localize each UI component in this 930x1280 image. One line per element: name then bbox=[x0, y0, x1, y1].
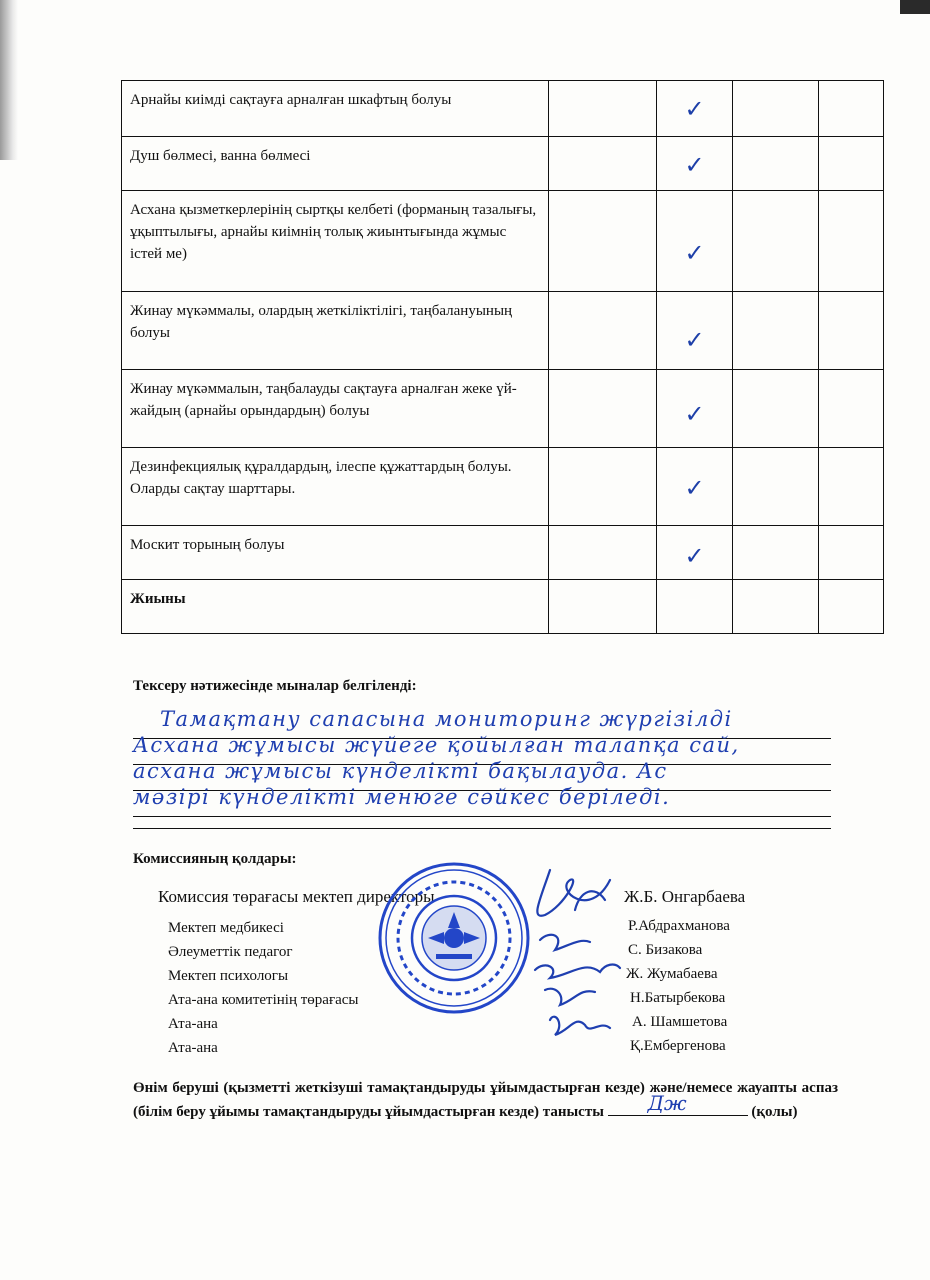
check-mark-icon: ✓ bbox=[684, 239, 705, 267]
member-name: Н.Батырбекова bbox=[630, 990, 726, 1006]
findings-heading: Тексеру нәтижесінде мыналар белгіленді: bbox=[133, 678, 417, 694]
empty-cell bbox=[733, 191, 819, 292]
handwritten-line: Асхана жұмысы жүйеге қойылған талапқа сай, bbox=[133, 733, 740, 757]
member-role: Мектеп медбикесі bbox=[168, 920, 284, 936]
member-role: Ата-ана комитетінің төрағасы bbox=[168, 992, 359, 1008]
chair-name: Ж.Б. Онгарбаева bbox=[624, 887, 746, 906]
official-stamp-icon bbox=[376, 860, 532, 1016]
row-label: Дезинфекциялық құралдардың, ілеспе құжаттардың болуы. Оларды сақтау шарттары. bbox=[122, 448, 549, 526]
empty-cell bbox=[819, 526, 884, 580]
empty-cell bbox=[549, 191, 657, 292]
member-name: С. Бизакова bbox=[628, 942, 703, 958]
table-row bbox=[122, 191, 884, 292]
empty-cell bbox=[549, 137, 657, 191]
table-row bbox=[122, 81, 884, 137]
table-total-row bbox=[122, 580, 884, 634]
row-label: Москит торының болуы bbox=[122, 526, 549, 580]
empty-cell bbox=[549, 81, 657, 137]
member-name: Қ.Ембергенова bbox=[630, 1038, 726, 1054]
chair-role: Комиссия төрағасы мектеп директоры bbox=[158, 887, 435, 906]
table-row bbox=[122, 137, 884, 191]
commission-heading: Комиссияның қолдары: bbox=[133, 851, 297, 867]
empty-cell bbox=[733, 526, 819, 580]
handwritten-line: асхана жұмысы күнделікті бақылауда. Ас bbox=[133, 759, 668, 783]
empty-cell bbox=[733, 81, 819, 137]
checklist-table bbox=[121, 80, 884, 634]
member-role: Ата-ана bbox=[168, 1016, 218, 1032]
empty-cell bbox=[819, 580, 884, 634]
empty-cell bbox=[733, 292, 819, 370]
member-role: Әлеуметтік педагог bbox=[168, 944, 293, 960]
check-mark-icon: ✓ bbox=[684, 326, 705, 354]
table-row bbox=[122, 448, 884, 526]
empty-cell bbox=[733, 137, 819, 191]
empty-cell bbox=[549, 526, 657, 580]
mark-cell bbox=[657, 370, 733, 448]
empty-cell bbox=[819, 292, 884, 370]
row-label: Жинау мүкәммалы, олардың жеткіліктілігі, таңбалануының болуы bbox=[122, 292, 549, 370]
mark-cell bbox=[657, 137, 733, 191]
empty-cell bbox=[733, 448, 819, 526]
mark-cell bbox=[657, 448, 733, 526]
member-name: А. Шамшетова bbox=[632, 1014, 728, 1030]
mark-cell bbox=[657, 81, 733, 137]
total-label: Жиыны bbox=[122, 580, 549, 634]
empty-cell bbox=[549, 580, 657, 634]
check-mark-icon: ✓ bbox=[684, 474, 705, 502]
empty-cell bbox=[819, 448, 884, 526]
member-role: Мектеп психологы bbox=[168, 968, 289, 984]
signature-line bbox=[608, 1091, 748, 1116]
check-mark-icon: ✓ bbox=[684, 151, 705, 179]
member-name: Р.Абдрахманова bbox=[628, 918, 730, 934]
footer-acknowledgement bbox=[133, 1076, 838, 1124]
empty-cell bbox=[819, 191, 884, 292]
mark-cell bbox=[657, 191, 733, 292]
empty-cell bbox=[819, 137, 884, 191]
check-mark-icon: ✓ bbox=[684, 95, 705, 123]
table-row bbox=[122, 292, 884, 370]
row-label: Асхана қызметкерлерінің сыртқы келбеті (форманың тазалығы, ұқыптылығы, арнайы киімнің толық жиынтығында жұмыс істей ме) bbox=[122, 191, 549, 292]
empty-cell bbox=[657, 580, 733, 634]
empty-cell bbox=[549, 448, 657, 526]
row-label: Арнайы киімді сақтауға арналған шкафтың болуы bbox=[122, 81, 549, 137]
underline bbox=[133, 828, 831, 829]
footer-signature: Дж bbox=[647, 1091, 687, 1115]
handwritten-line: Тамақтану сапасына мониторинг жүргізілді bbox=[160, 707, 733, 731]
footer-text: Өнім беруші (қызметті жеткізуші тамақтандыруды ұйымдастырған кезде) және/немесе жауапты аспаз (білім беру ұйымы тамақтандыруды ұйымдастырған кезде) танысты bbox=[133, 1080, 838, 1120]
empty-cell bbox=[819, 81, 884, 137]
footer-suffix: (қолы) bbox=[751, 1104, 798, 1120]
signature-scribbles-icon bbox=[520, 860, 630, 1060]
handwritten-line: мәзірі күнделікті менюге сәйкес беріледі. bbox=[133, 785, 671, 809]
empty-cell bbox=[733, 370, 819, 448]
scan-corner-mark bbox=[900, 0, 930, 14]
member-name: Ж. Жумабаева bbox=[626, 966, 718, 982]
member-role: Ата-ана bbox=[168, 1040, 218, 1056]
mark-cell bbox=[657, 526, 733, 580]
row-label: Душ бөлмесі, ванна бөлмесі bbox=[122, 137, 549, 191]
check-mark-icon: ✓ bbox=[684, 542, 705, 570]
empty-cell bbox=[819, 370, 884, 448]
underline bbox=[133, 816, 831, 817]
empty-cell bbox=[549, 370, 657, 448]
check-mark-icon: ✓ bbox=[684, 400, 705, 428]
empty-cell bbox=[733, 580, 819, 634]
row-label: Жинау мүкәммалын, таңбалауды сақтауға арналған жеке үй-жайдың (арнайы орындардың) болуы bbox=[122, 370, 549, 448]
table-row bbox=[122, 526, 884, 580]
scan-edge-shadow bbox=[0, 0, 18, 160]
table-row bbox=[122, 370, 884, 448]
mark-cell bbox=[657, 292, 733, 370]
empty-cell bbox=[549, 292, 657, 370]
